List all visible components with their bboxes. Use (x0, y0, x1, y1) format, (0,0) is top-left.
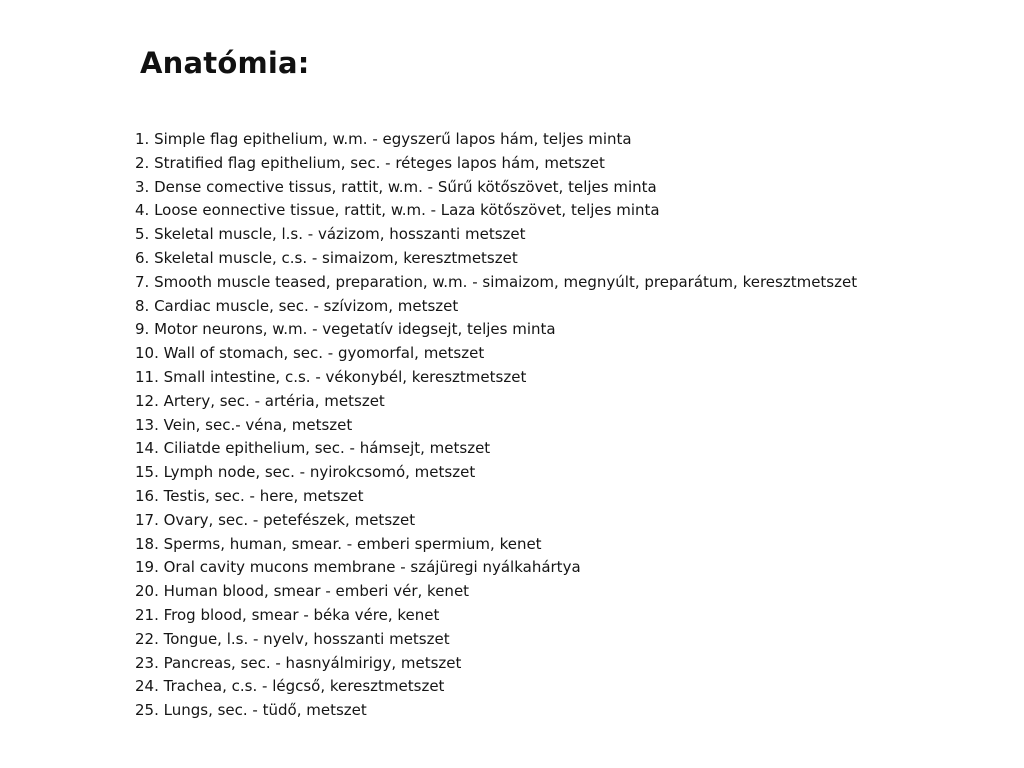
list-item: 19. Oral cavity mucons membrane - szájüregi nyálkahártya (135, 558, 581, 577)
list-item: 10. Wall of stomach, sec. - gyomorfal, metszet (135, 344, 485, 363)
list-item: 9. Motor neurons, w.m. - vegetatív idegsejt, teljes minta (135, 320, 556, 339)
list-item: 15. Lymph node, sec. - nyirokcsomó, metszet (135, 463, 476, 482)
list-item: 25. Lungs, sec. - tüdő, metszet (135, 701, 367, 720)
specimen-list (135, 128, 857, 723)
list-item: 20. Human blood, smear - emberi vér, kenet (135, 582, 470, 601)
list-item: 23. Pancreas, sec. - hasnyálmirigy, metszet (135, 653, 462, 672)
list-item: 8. Cardiac muscle, sec. - szívizom, metszet (135, 296, 459, 315)
list-item: 11. Small intestine, c.s. - vékonybél, keresztmetszet (135, 367, 527, 386)
list-item: 4. Loose eonnective tissue, rattit, w.m. - Laza kötőszövet, teljes minta (135, 201, 660, 220)
list-item: 22. Tongue, l.s. - nyelv, hosszanti metszet (135, 629, 450, 648)
list-item: 12. Artery, sec. - artéria, metszet (135, 391, 385, 410)
list-item: 24. Trachea, c.s. - légcső, keresztmetszet (135, 677, 445, 696)
list-item: 3. Dense comective tissus, rattit, w.m. - Sűrű kötőszövet, teljes minta (135, 177, 657, 196)
list-item: 18. Sperms, human, smear. - emberi spermium, kenet (135, 534, 542, 553)
list-item: 17. Ovary, sec. - petefészek, metszet (135, 510, 416, 529)
list-item: 5. Skeletal muscle, l.s. - vázizom, hosszanti metszet (135, 225, 526, 244)
list-item: 6. Skeletal muscle, c.s. - simaizom, keresztmetszet (135, 248, 518, 267)
list-item: 21. Frog blood, smear - béka vére, kenet (135, 605, 440, 624)
list-item: 2. Stratified flag epithelium, sec. - réteges lapos hám, metszet (135, 153, 605, 172)
list-item: 7. Smooth muscle teased, preparation, w.m. - simaizom, megnyúlt, preparátum, keresztmetszet (135, 272, 858, 291)
list-item: 16. Testis, sec. - here, metszet (135, 486, 364, 505)
list-item: 1. Simple flag epithelium, w.m. - egyszerű lapos hám, teljes minta (135, 130, 632, 148)
list-item: 13. Vein, sec.- véna, metszet (135, 415, 353, 434)
page-title: Anatómia: (140, 46, 310, 80)
list-item: 14. Ciliatde epithelium, sec. - hámsejt, metszet (135, 439, 491, 458)
